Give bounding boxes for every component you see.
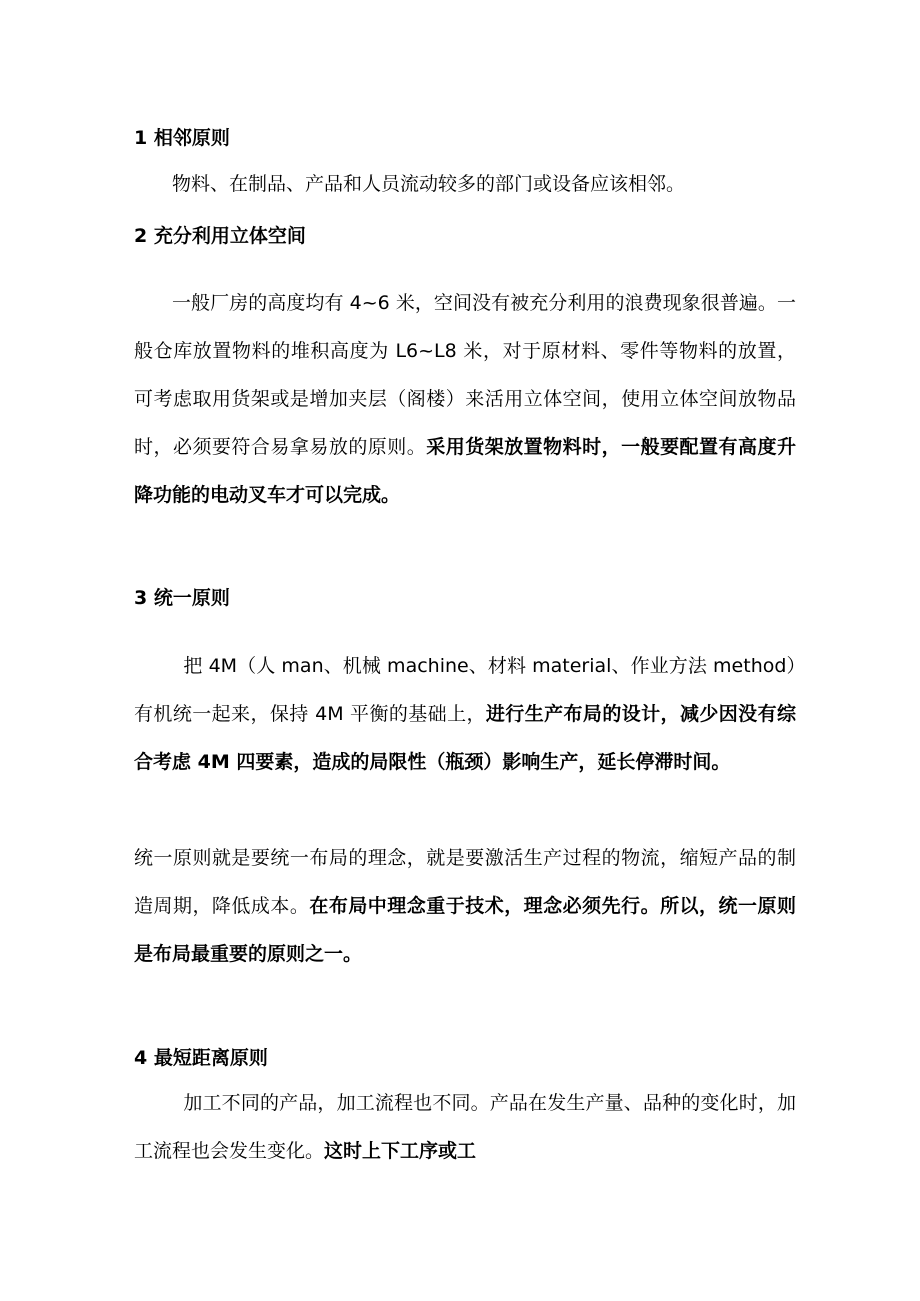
section-4-paragraph-1 — [134, 1079, 796, 1175]
section-1-paragraph-1 — [134, 160, 796, 208]
section-2-heading: 2 充分利用立体空间 — [134, 225, 306, 247]
section-3-paragraph-2-text: 统一原则就是要统一布局的理念，就是要激活生产过程的物流，缩短产品的制造周期，降低成本。 — [134, 847, 796, 917]
section-3-paragraph-1 — [134, 642, 796, 786]
section-3-paragraph-1-bold: 进行生产布局的设计，减少因没有综合考虑 4M 四要素，造成的局限性（瓶颈）影响生产，延长停滞时间。 — [134, 703, 796, 773]
section-3-paragraph-1-text: 把 4M（人 man、机械 machine、材料 material、作业方法 method）有机统一起来，保持 4M 平衡的基础上， — [134, 655, 796, 725]
section-2-paragraph-1 — [134, 279, 796, 519]
section-1-paragraph-1-text: 物料、在制品、产品和人员流动较多的部门或设备应该相邻。 — [172, 173, 686, 195]
section-4-heading: 4 最短距离原则 — [134, 1047, 268, 1069]
section-4-paragraph-1-text: 加工不同的产品，加工流程也不同。产品在发生产量、品种的变化时，加工流程也会发生变化。 — [134, 1092, 796, 1162]
section-1-heading: 1 相邻原则 — [134, 127, 230, 149]
section-2-paragraph-1-bold: 采用货架放置物料时，一般要配置有高度升降功能的电动叉车才可以完成。 — [134, 436, 796, 506]
section-3-heading: 3 统一原则 — [134, 587, 230, 609]
section-3-paragraph-2 — [134, 834, 796, 978]
section-2-paragraph-1-text: 一般厂房的高度均有 4~6 米，空间没有被充分利用的浪费现象很普遍。一般仓库放置物料的堆积高度为 L6~L8 米，对于原材料、零件等物料的放置，可考虑取用货架或是增加夹层（阁楼）来活用立体空间，使用立体空间放物品时，必须要符合易拿易放的原则。 — [134, 292, 796, 458]
section-3-paragraph-2-bold: 在布局中理念重于技术，理念必须先行。所以，统一原则是布局最重要的原则之一。 — [134, 895, 796, 965]
section-4-paragraph-1-bold: 这时上下工序或工 — [324, 1140, 477, 1162]
